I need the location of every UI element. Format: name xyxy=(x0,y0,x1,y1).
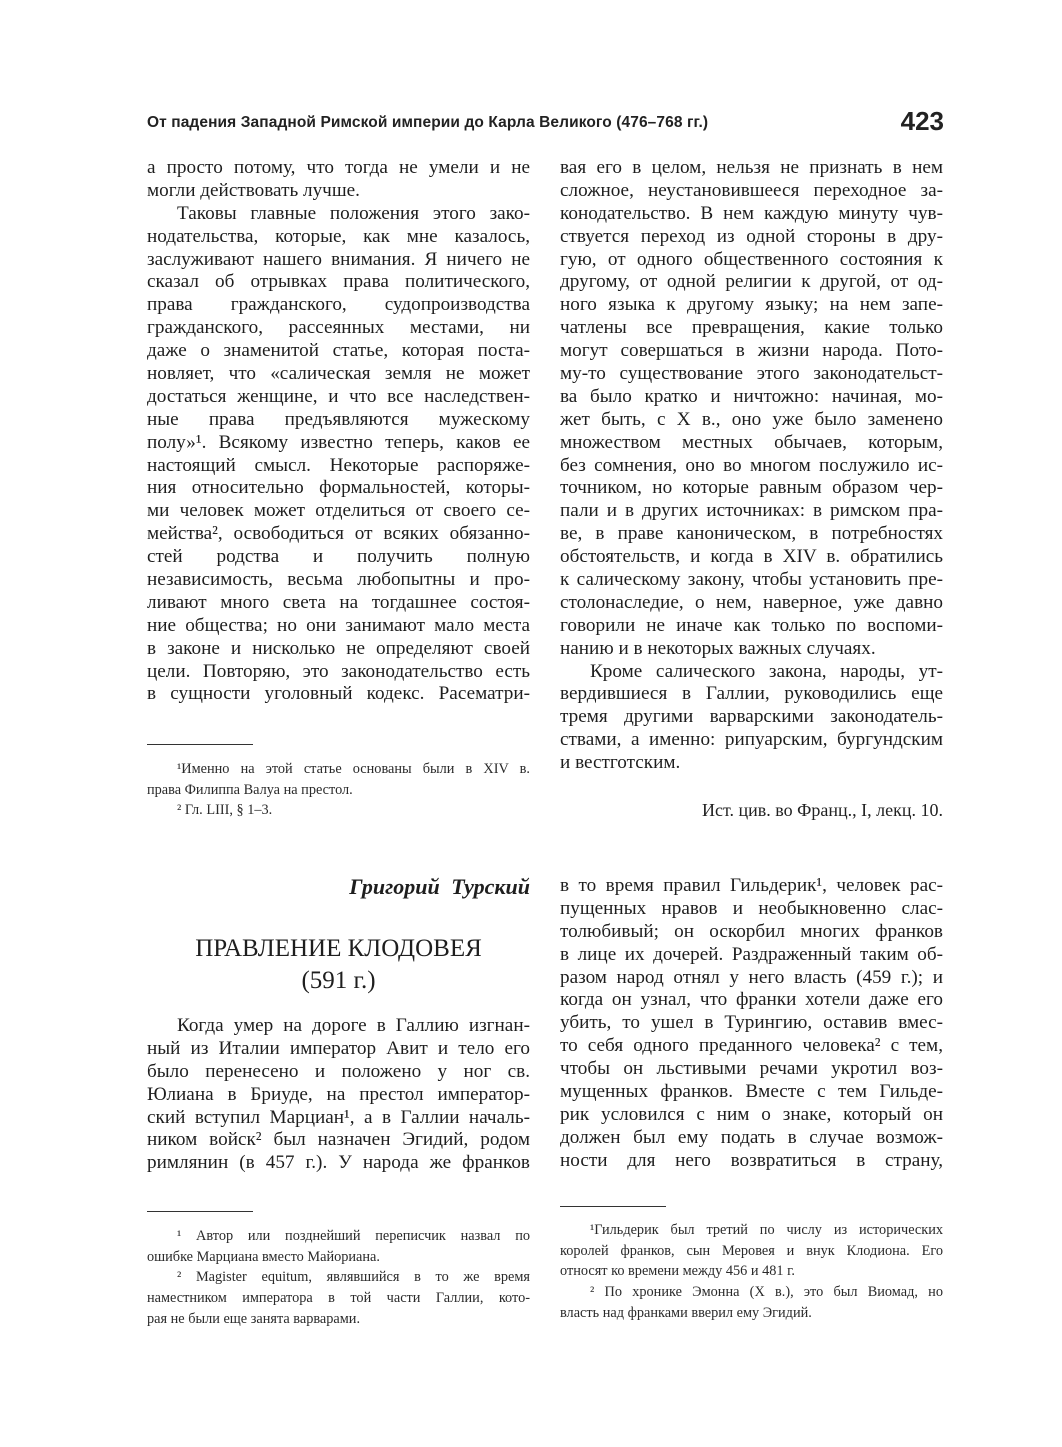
text-line: ми человек может отделиться от своего се- xyxy=(147,500,530,522)
text-line: а просто потому, что тогда не умели и не xyxy=(147,157,530,178)
text-line: ный из Италии император Авит и тело его xyxy=(147,1037,530,1059)
text-line: чтобы он льстивыми речами укротил воз- xyxy=(560,1058,943,1080)
footnote-line: относят ко времени между 456 и 481 г. xyxy=(560,1263,795,1280)
text-line: пали и в других источниках: в римском пра- xyxy=(560,500,943,522)
bottom-right-footnotes xyxy=(560,1220,943,1323)
text-line: ствуется переход из одной стороны в дру- xyxy=(560,225,943,247)
text-line: пущенных нравов и необыкновенно слас- xyxy=(560,897,943,919)
footnote-line: власть над франками вверил ему Эгидий. xyxy=(560,1304,812,1321)
text-line: тремя другими варварскими законодатель- xyxy=(560,706,943,728)
text-line: му-то существование этого законодательст- xyxy=(560,363,943,385)
source-citation: Ист. цив. во Франц., I, лекц. 10. xyxy=(702,800,943,820)
footnote-line: ¹ Автор или позднейший переписчик назвал по xyxy=(177,1228,530,1244)
top-left-footnotes xyxy=(147,759,530,821)
text-line: в законе и нисколько не определяют своей xyxy=(147,637,530,659)
section-author: Григорий Турский xyxy=(349,874,530,899)
footnote-line: рая не были еще занята варварами. xyxy=(147,1310,361,1327)
text-line: в лице их дочерей. Раздраженный таким об- xyxy=(560,943,943,965)
text-line: когда он узнал, что франки хотели даже его xyxy=(560,989,943,1011)
text-line: даже о знаменитой статье, которая поста- xyxy=(147,340,530,362)
text-line: и вестготским. xyxy=(560,752,681,774)
text-line: Когда умер на дороге в Галлию изгнан- xyxy=(177,1015,530,1036)
text-line: стей родства и получить полную xyxy=(147,546,530,568)
text-line: ные права предъявляются мужескому xyxy=(147,408,530,430)
footnote-divider xyxy=(147,1211,253,1212)
page-number: 423 xyxy=(900,106,944,136)
text-line: ником войск² был назначен Эгидий, родом xyxy=(147,1129,530,1151)
footnote-divider xyxy=(560,1206,666,1207)
text-line: разом народ отнял у него власть (459 г.); и xyxy=(560,966,943,988)
footnote-line: ² Magister equitum, являвшийся в то же время xyxy=(177,1269,530,1286)
text-line: множеством местных обычаев, которым, xyxy=(560,431,943,453)
text-line: обстоятельств, и когда в XIV в. обратились xyxy=(560,546,943,568)
text-line: в то время правил Гильдерик¹, человек рас- xyxy=(560,875,943,896)
text-line: нанию и в некоторых важных случаях. xyxy=(560,637,876,659)
text-line: ние общества; но они занимают мало места xyxy=(147,614,530,636)
text-line: нодательства, которые, как мне казалось, xyxy=(147,225,530,247)
footnote-line: ² Гл. LIII, § 1–3. xyxy=(177,802,273,819)
text-line: независимость, весьма любопытны и про- xyxy=(147,569,530,591)
footnote-line: ² По хронике Эмонна (X в.), это был Виомад, но xyxy=(590,1284,943,1301)
text-line: ного языка к другому языку; на нем запе- xyxy=(560,294,943,316)
text-line: цели. Повторяю, это законодательство есть xyxy=(147,660,530,682)
footnote-line: наместником императора в той части Галлии, кото- xyxy=(147,1290,530,1307)
text-line: мущенных франков. Вместе с тем Гильде- xyxy=(560,1081,943,1103)
text-line: рик условился с ним о знаке, который он xyxy=(560,1103,943,1125)
text-line: то себя одного преданного человека² с тем, xyxy=(560,1035,943,1057)
text-line: столонаследие, о нем, наверное, уже давно xyxy=(560,591,943,613)
text-line: было перенесено и положено у ног св. xyxy=(147,1060,530,1082)
text-line: могут совершаться в жизни народа. Пото- xyxy=(560,340,943,362)
text-line: ве, в праве каноническом, в потребностях xyxy=(560,523,943,545)
text-line: чатлены все превращения, какие только xyxy=(560,317,943,339)
bottom-left-footnotes xyxy=(147,1226,530,1329)
footnote-divider xyxy=(147,744,253,745)
text-line: в сущности уголовный кодекс. Расематри- xyxy=(147,683,530,705)
text-line: конодательство. В нем каждую минуту чув- xyxy=(560,202,943,224)
footnote-line: ¹Гильдерик был третий по числу из исторических xyxy=(590,1222,943,1238)
text-line: толюбивый; он оскорбил многих франков xyxy=(560,920,943,942)
bottom-right-column xyxy=(560,875,943,1173)
footnote-line: ошибке Марциана вместо Майориана. xyxy=(147,1248,380,1265)
footnote-line: королей франков, сын Меровея и внук Клодиона. Его xyxy=(560,1242,943,1259)
text-line: ния относительно формальностей, которы- xyxy=(147,477,530,499)
text-line: новляет, что «салическая земля не может xyxy=(147,363,530,385)
text-line: римлянин (в 457 г.). У народа же франков xyxy=(147,1152,530,1174)
text-line: настоящий смысл. Некоторые распоряже- xyxy=(147,454,530,476)
text-line: достаться женщине, и что все наследствен- xyxy=(147,385,530,407)
text-line: мейства², освободиться от всяких обязанно- xyxy=(147,523,530,545)
text-line: вая его в целом, нельзя не признать в нем xyxy=(560,157,943,178)
section-title-date: (591 г.) xyxy=(301,967,376,994)
text-line: права гражданского, судопроизводства xyxy=(147,294,530,316)
text-line: заслуживают нашего внимания. Я ничего не xyxy=(147,248,530,270)
text-line: гую, от одного общественного состояния к xyxy=(560,248,943,270)
text-line: Кроме салического закона, народы, ут- xyxy=(590,660,943,682)
text-line: Юлиана в Бриуде, на престол император- xyxy=(147,1083,530,1105)
text-line: другому, от одной религии к другой, от од- xyxy=(560,271,943,293)
bottom-left-column xyxy=(147,1015,530,1175)
text-line: убить, то ушел в Турингию, оставив вмес- xyxy=(560,1012,943,1034)
section-title: ПРАВЛЕНИЕ КЛОДОВЕЯ xyxy=(195,935,482,962)
text-line: к салическому закону, чтобы установить пре- xyxy=(560,569,943,591)
text-line: гражданского, рассеянных местами, ни xyxy=(147,317,530,339)
text-line: без сомнения, оно во многом послужило ис- xyxy=(560,454,943,476)
text-line: говорили не иначе как только по воспоми- xyxy=(560,614,943,636)
text-line: жет быть, с X в., оно уже было заменено xyxy=(560,408,943,430)
text-line: полу»¹. Всякому известно теперь, каков ее xyxy=(147,431,530,453)
text-line: ливают много света на тогдашнее состоя- xyxy=(147,591,530,613)
running-header-title: От падения Западной Римской империи до Карла Великого (476–768 гг.) xyxy=(147,114,709,131)
text-line: точником, но которые равным образом чер- xyxy=(560,477,943,499)
text-line: ский вступил Марциан¹, а в Галлии началь- xyxy=(147,1106,530,1128)
text-line: ствами, а именно: рипуарским, бургундским xyxy=(560,729,943,751)
text-line: Таковы главные положения этого зако- xyxy=(177,202,530,224)
top-left-column xyxy=(147,157,530,706)
top-right-column xyxy=(560,157,943,775)
text-line: ности для него возвратиться в страну, xyxy=(560,1149,943,1171)
footnote-line: ¹Именно на этой статье основаны были в XIV в. xyxy=(177,761,530,777)
text-line: ва было кратко и ничтожно: начиная, мо- xyxy=(560,385,943,407)
text-line: сложное, неустановившееся переходное за- xyxy=(560,179,943,201)
text-line: должен был ему подать в случае возмож- xyxy=(560,1126,943,1148)
text-line: вердившиеся в Галлии, руководились еще xyxy=(560,683,943,705)
text-line: сказал об отрывках права политического, xyxy=(147,271,530,293)
footnote-line: права Филиппа Валуа на престол. xyxy=(147,781,353,798)
text-line: могли действовать лучше. xyxy=(147,179,360,201)
